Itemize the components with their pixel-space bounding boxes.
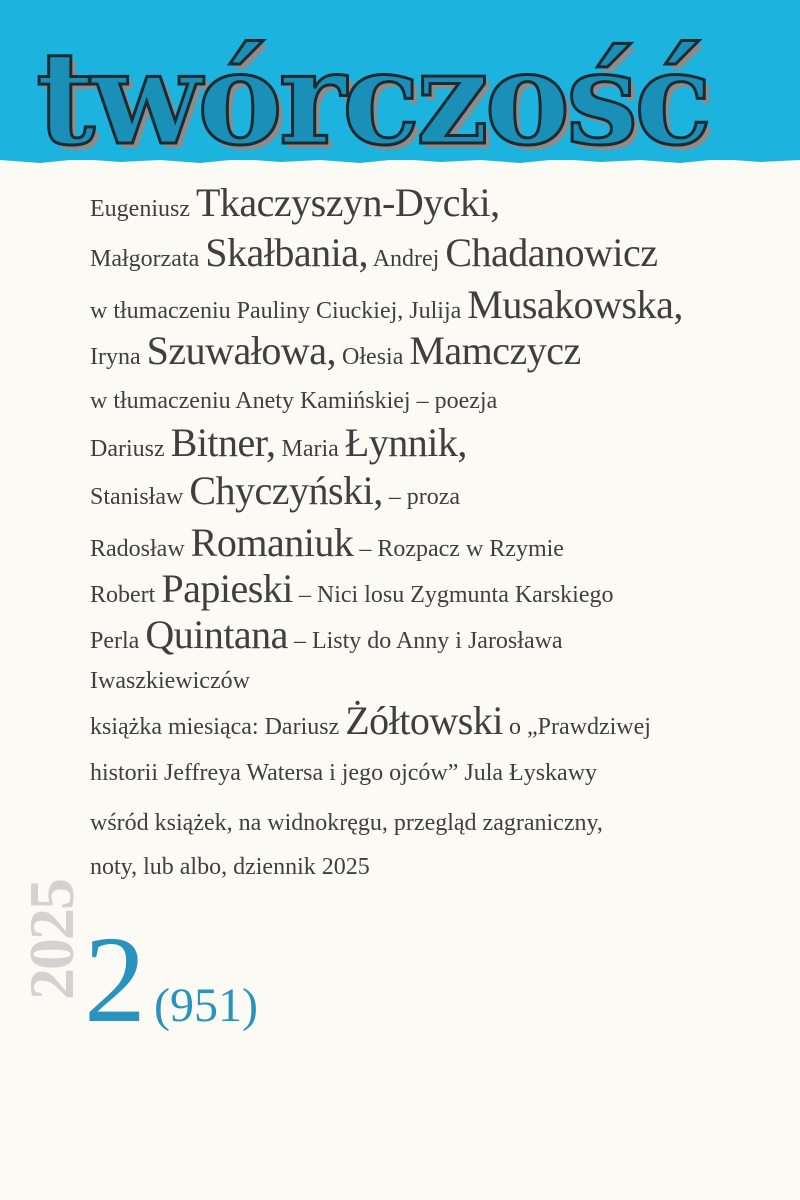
toc-text: – Nici losu Zygmunta Karskiego — [292, 582, 614, 608]
toc-line — [90, 750, 597, 796]
issue-number-block — [84, 905, 404, 1055]
toc-author-surname: Chadanowicz — [445, 230, 658, 275]
toc-text: Eugeniusz — [90, 196, 196, 222]
toc-line — [90, 566, 614, 612]
toc-text: o „Prawdziwej — [502, 714, 651, 740]
toc-text: noty, lub albo, dziennik 2025 — [90, 854, 370, 880]
toc-text: Małgorzata — [90, 246, 206, 272]
toc-line — [90, 844, 370, 890]
toc-author-surname: Quintana — [145, 612, 288, 657]
toc-text: Robert — [90, 582, 162, 608]
toc-text: Iwaszkiewiczów — [90, 668, 250, 694]
toc-author-surname: Łynnik, — [344, 420, 467, 465]
toc-text: w tłumaczeniu Anety Kamińskiej – poezja — [90, 388, 498, 414]
magazine-masthead: twórczość — [36, 24, 709, 174]
toc-author-surname: Skałbania, — [205, 230, 369, 275]
toc-line — [90, 328, 581, 374]
toc-line — [90, 612, 563, 658]
toc-text: – Rozpacz w Rzymie — [353, 536, 564, 562]
toc-line — [90, 378, 497, 424]
toc-text: książka miesiąca: Dariusz — [90, 714, 346, 740]
toc-author-surname: Papieski — [161, 566, 293, 611]
toc-author-surname: Tkaczyszyn-Dycki, — [195, 180, 500, 225]
toc-text: Stanisław — [90, 484, 190, 510]
toc-text: – Listy do Anny i Jarosława — [287, 628, 563, 654]
toc-author-surname: Mamczycz — [409, 328, 581, 373]
toc-text: Andrej — [368, 246, 446, 272]
toc-text: w tłumaczeniu Pauliny Ciuckiej, Julija — [90, 298, 468, 324]
toc-line — [90, 800, 603, 846]
toc-line — [90, 698, 651, 744]
toc-text: Ołesia — [336, 344, 410, 370]
toc-line — [90, 230, 658, 276]
volume-year: 2025 — [16, 880, 87, 1000]
toc-author-surname: Bitner, — [170, 420, 276, 465]
issue-number: 2 — [84, 911, 146, 1048]
toc-text: Dariusz — [90, 436, 171, 462]
toc-author-surname: Romaniuk — [190, 520, 354, 565]
toc-author-surname: Musakowska, — [467, 282, 683, 327]
toc-text: wśród książek, na widnokręgu, przegląd zagraniczny, — [90, 810, 603, 836]
toc-line — [90, 468, 460, 514]
toc-text: Radosław — [90, 536, 191, 562]
toc-text: Maria — [275, 436, 345, 462]
toc-line — [90, 420, 467, 466]
toc-line — [90, 520, 564, 566]
toc-author-surname: Chyczyński, — [189, 468, 383, 513]
toc-line — [90, 282, 683, 328]
toc-author-surname: Szuwałowa, — [146, 328, 337, 373]
toc-text: – proza — [382, 484, 460, 510]
toc-line — [90, 180, 500, 226]
toc-author-surname: Żółtowski — [345, 698, 503, 743]
toc-text: historii Jeffreya Watersa i jego ojców” Jula Łyskawy — [90, 760, 598, 786]
toc-text: Iryna — [90, 344, 147, 370]
issue-cumulative-number: (951) — [154, 979, 258, 1032]
toc-text: Perla — [90, 628, 146, 654]
